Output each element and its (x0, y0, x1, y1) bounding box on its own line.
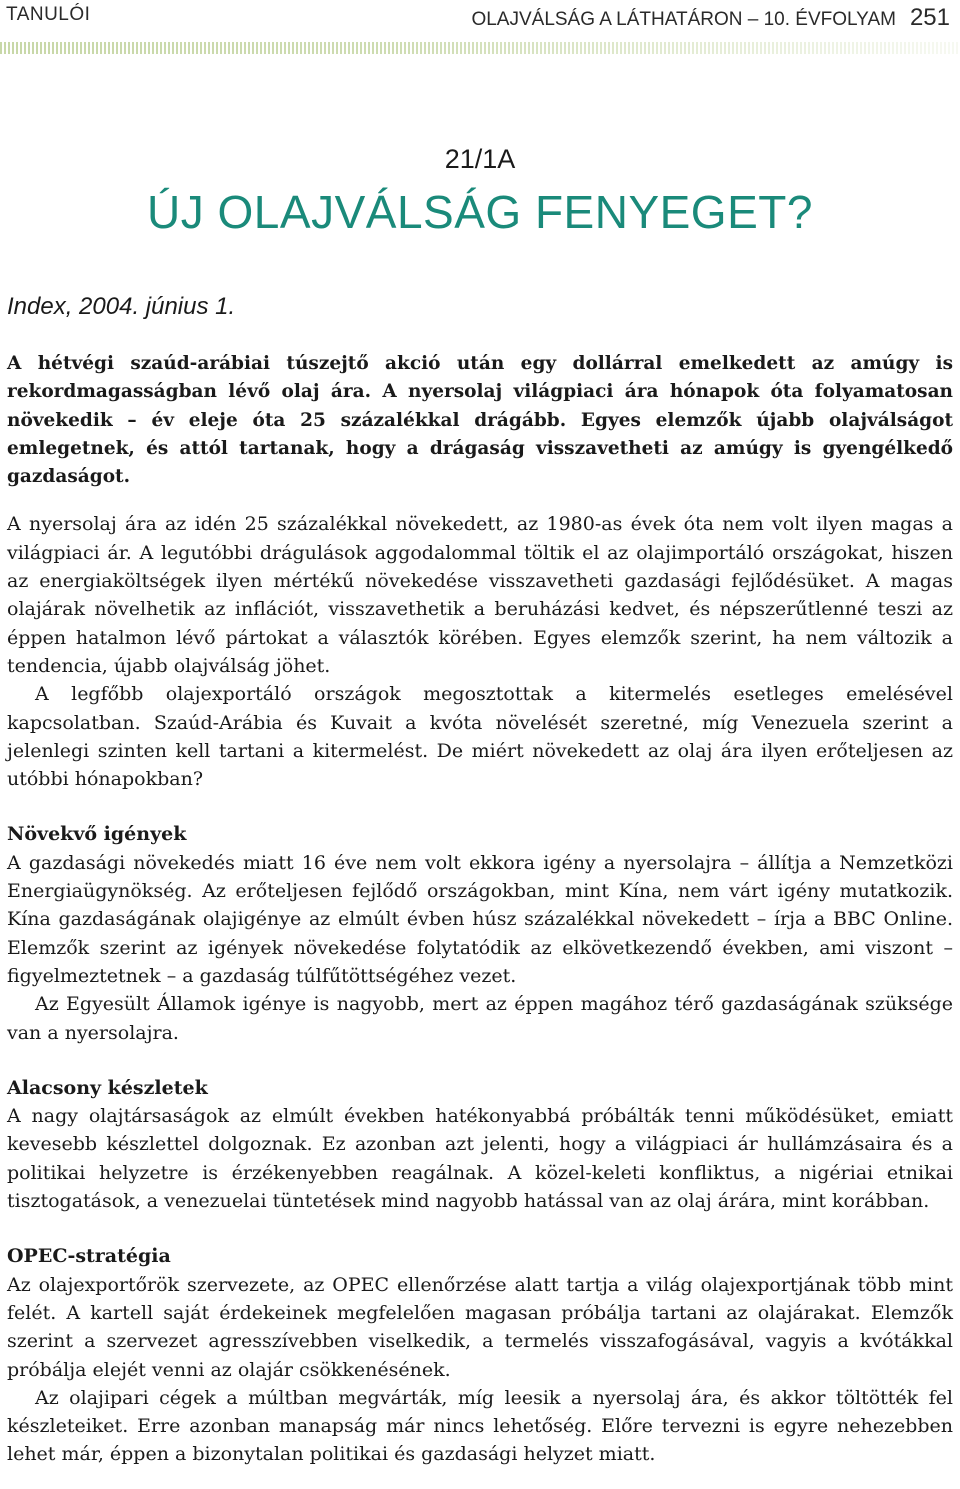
lead-paragraph: A hétvégi szaúd-arábiai túszejtő akció után egy dollárral emelkedett az amúgy is rekordmagasságban lévő olaj ára. A nyersolaj világpiaci ára hónapok óta folyamatosan növekedik – év eleje óta 25 százalékkal drágább. Egyes elemzők újabb olajválságot emlegetnek, és attól tartanak, hogy a drágaság visszavetheti az amúgy is gyengélkedő gazdaságot. (7, 353, 953, 488)
body-paragraph: A gazdasági növekedés miatt 16 éve nem volt ekkora igény a nyersolajra – állítja a Nemzetközi Energiaügynökség. Az erőteljesen fejlődő országokban, mint Kína, nem várt igény mutatkozik. Kína gazdaságának olajigénye az elmúlt évben húsz százalékkal növekedett – írja a BBC Online. Elemzők szerint az igények növekedése folytatódik az elkövetkezendő években, ami viszont – figyelmeztetnek – a gazdaság túlfűtöttségéhez vezet. (7, 851, 953, 987)
page-number: 251 (909, 4, 950, 31)
header-section-label: TANULÓI (6, 4, 91, 25)
section-heading: Alacsony készletek (7, 1076, 208, 1099)
article-body (7, 350, 953, 1469)
body-paragraph: A legfőbb olajexportáló országok megosztottak a kitermelés esetleges emelésével kapcsolatban. Szaúd-Arábia és Kuvait a kvóta növelését szeretné, míg Venezuela szerint a jelenlegi szinten kell tartani a kitermelést. De miért növekedett az olaj ára ilyen erőteljesen az utóbbi hónapokban? (7, 683, 953, 791)
header-title-text: OLAJVÁLSÁG A LÁTHATÁRON – 10. ÉVFOLYAM (471, 9, 896, 30)
page-header (0, 0, 960, 32)
body-paragraph: A nyersolaj ára az idén 25 százalékkal növekedett, az 1980-as évek óta nem volt ilyen magas a világpiaci ár. A legutóbbi drágulások aggodalommal töltik el az olajimportáló országokat, hiszen az energiaköltségek ilyen mértékű növekedése visszavetheti gazdasági fejlődésüket. A magas olajárak növelhetik az inflációt, visszavethetik a beruházási kedvet, és népszerűtlenné teszi az éppen hatalmon lévő pártokat a választók körében. Egyes elemzők szerint, ha nem változik a tendencia, újabb olajválság jöhet. (7, 513, 953, 677)
header-running-title (471, 4, 950, 32)
body-paragraph: Az Egyesült Államok igénye is nagyobb, mert az éppen magához térő gazdaságának szüksége van a nyersolajra. (7, 993, 953, 1044)
body-paragraph: A nagy olajtársaságok az elmúlt években hatékonyabbá próbálták tenni működésüket, emiatt kevesebb készlettel dolgoznak. Ez azonban azt jelenti, hogy a világpiaci ár hullámzásaira és a politikai helyzetre is érzékenyebben reagálnak. A közel-keleti konfliktus, a nigériai etnikai tisztogatások, a venezuelai tüntetések mind nagyobb hatással van az olaj árára, mint korábban. (7, 1105, 953, 1213)
section-heading: Növekvő igények (7, 823, 187, 846)
body-paragraph: Az olajexportőrök szervezete, az OPEC ellenőrzése alatt tartja a világ olajexportjának több mint felét. A kartell saját érdekeinek megfelelően magasan próbálja tartani az olajárakat. Elemzők szerint a szervezet agresszívebben viselkedik, a termelés visszafogásával, vagyis a kvótákkal próbálja elejét venni az olajár csökkenésének. (7, 1273, 953, 1381)
body-paragraph: Az olajipari cégek a múltban megvárták, míg leesik a nyersolaj ára, és akkor töltötték fel készleteiket. Erre azonban manapság már nincs lehetőség. Előre tervezni is egyre nehezebben lehet már, éppen a bizonytalan politikai és gazdasági helyzet miatt. (7, 1386, 953, 1466)
decorative-stripe (0, 42, 960, 54)
article-title: ÚJ OLAJVÁLSÁG FENYEGET? (147, 186, 813, 238)
article-code: 21/1A (444, 144, 516, 174)
section-heading: OPEC-stratégia (7, 1245, 171, 1268)
article-source: Index, 2004. június 1. (7, 293, 236, 320)
